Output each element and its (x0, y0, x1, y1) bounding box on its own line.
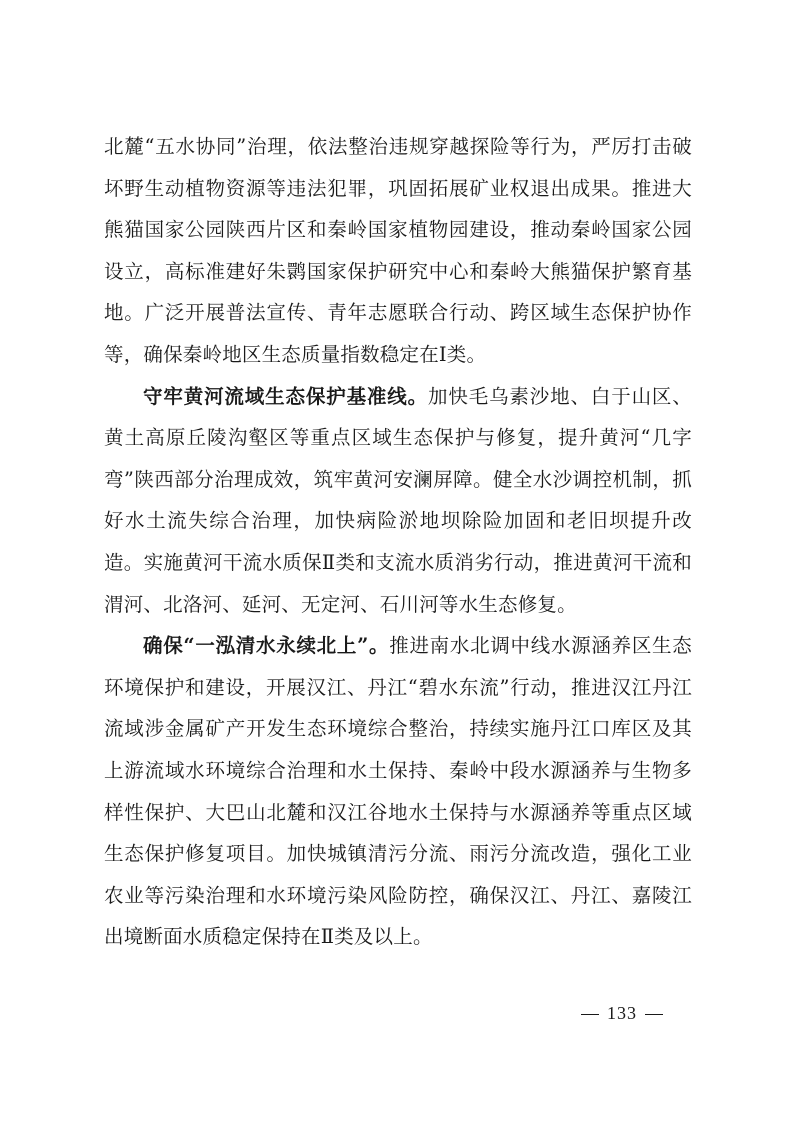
paragraph-yellow-river (104, 376, 692, 626)
right-dash (645, 1014, 663, 1015)
paragraph-heading: 守牢黄河流域生态保护基准线。 (143, 384, 428, 408)
paragraph-text: 北麓“五水协同”治理，依法整治违规穿越探险等行为，严厉打击破坏野生动植物资源等违法犯罪，巩固拓展矿业权退出成果。推进大熊猫国家公园陕西片区和秦岭国家植物园建设，推动秦岭国家公园设立，高标准建好朱鹮国家保护研究中心和秦岭大熊猫保护繁育基地。广泛开展普法宣传、青年志愿联合行动、跨区域生态保护协作等，确保秦岭地区生态质量指数稳定在Ⅰ类。 (104, 135, 692, 366)
paragraph-continuation (104, 126, 692, 376)
paragraph-heading: 确保“一泓清水永续北上”。 (143, 634, 390, 658)
paragraph-clear-water (104, 625, 692, 958)
page-footer (572, 1001, 672, 1025)
paragraph-text: 加快毛乌素沙地、白于山区、黄土高原丘陵沟壑区等重点区域生态保护与修复，提升黄河“几字弯”陕西部分治理成效，筑牢黄河安澜屏障。健全水沙调控机制，抓好水土流失综合治理，加快病险淤地坝除险加固和老旧坝提升改造。实施黄河干流水质保Ⅱ类和支流水质消劣行动，推进黄河干流和渭河、北洛河、延河、无定河、石川河等水生态修复。 (104, 384, 692, 616)
left-dash (581, 1014, 599, 1015)
body-text (104, 126, 692, 958)
paragraph-text: 推进南水北调中线水源涵养区生态环境保护和建设，开展汉江、丹江“碧水东流”行动，推进汉江丹江流域涉金属矿产开发生态环境综合整治，持续实施丹江口库区及其上游流域水环境综合治理和水土保持、秦岭中段水源涵养与生物多样性保护、大巴山北麓和汉江谷地水土保持与水源涵养等重点区域生态保护修复项目。加快城镇清污分流、雨污分流改造，强化工业农业等污染治理和水环境污染风险防控，确保汉江、丹江、嘉陵江出境断面水质稳定保持在Ⅱ类及以上。 (104, 634, 692, 949)
page-number: 133 (607, 1003, 637, 1023)
